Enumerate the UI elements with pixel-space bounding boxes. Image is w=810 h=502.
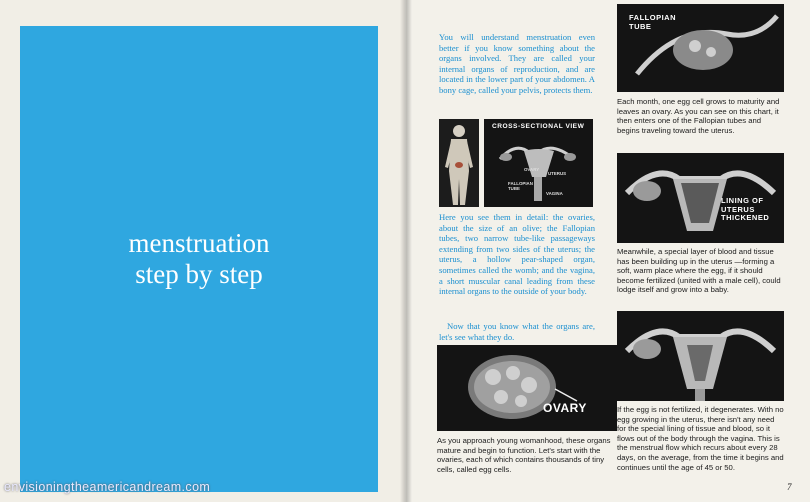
detail-body: Here you see them in detail: the ovaries, about the size of an olive; the Fallopian tubes, two narrow tube-like passageways extending from two sides of the uterus; the uterus, a hollow pear-shaped organ, sometimes called the womb; and the vagina, a short muscular canal leading from these internal organs to the outside of your body. [439,212,595,297]
body-figure-illustration [439,119,479,207]
page-title [20,228,378,290]
cross-section-title: CROSS-SECTIONAL VIEW [492,123,585,130]
detail-paragraph [439,212,595,297]
fallopian-tube-illustration [617,4,784,92]
ovary-small-label: OVARY [524,167,540,172]
title-line-2: step by step [135,259,263,289]
uterus-lining-illustration [617,153,784,243]
page-number: 7 [787,482,792,492]
ovary-big-label: OVARY [543,401,587,415]
egg-caption: Each month, one egg cell grows to maturity and leaves an ovary. As you can see on this chart, it then enters one of the Fallopian tubes and begins traveling toward the uterus. [617,97,780,135]
title-line-1: menstruation [128,228,270,258]
followup-paragraph: Now that you know what the organs are, let's see what they do. [439,321,595,342]
vagina-small-label: VAGINA [546,191,563,196]
fallopian-small-label: FALLOPIAN TUBE [508,181,533,191]
menstrual-flow-illustration [617,311,784,401]
lining-label: LINING OF UTERUS THICKENED [721,196,770,222]
cross-section-illustration [484,119,593,207]
uterus-small-label: UTERUS [548,171,567,176]
fallopian-big-label: FALLOPIAN TUBE [629,13,676,31]
ovary-closeup-illustration [437,345,617,431]
watermark-text: envisioningtheamericandream.com [4,480,211,494]
page-gutter [400,0,412,502]
lining-caption: Meanwhile, a special layer of blood and tissue has been building up in the uterus —forming a soft, warm place where the egg, if it should become fertilized (united with a male cell), could lodge itself and grow into a baby. [617,247,781,295]
flow-caption: If the egg is not fertilized, it degenerates. With no egg growing in the uterus, there isn't any need for the special lining of tissue and blood, so it flows out of the body through the vagina. This is the menstrual flow which recurs about every 28 days, on the average, from the time it begins and continues until the age of 45 or 50. [617,405,784,472]
intro-paragraph: You will understand menstruation even better if you know something about the organs involved. They are called your internal organs of reproduction, and are located in the lower part of your abdomen. A bony cage, called your pelvis, protects them. [439,32,595,95]
ovary-caption: As you approach young womanhood, these organs mature and begin to function. Let's start with the ovaries, each of which contains thousands of tiny cells, called egg cells. [437,436,611,474]
